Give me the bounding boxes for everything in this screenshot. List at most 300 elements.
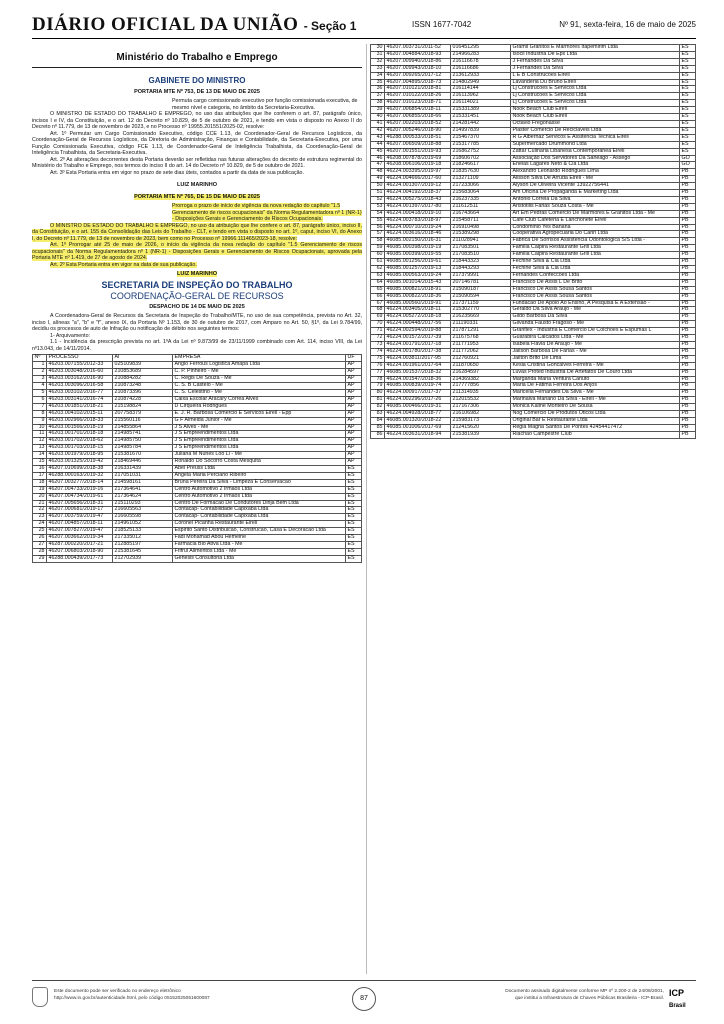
row-processo: 46207.004734/2019-61	[47, 493, 113, 500]
row-empresa: Anglo Ferrous Logistica Amapa Ltda	[173, 362, 346, 369]
row-ai: 217083501	[451, 245, 511, 252]
row-ai: 210884282	[113, 376, 173, 383]
row-ai: 025109839	[113, 362, 173, 369]
row-ai: 214985741	[113, 431, 173, 438]
row-empresa: Contacap- Contabilidade Capixaba Ltda	[173, 507, 346, 514]
row-processo: 46203.007155/2012-33	[47, 362, 113, 369]
row-uf: ES	[346, 535, 362, 542]
row-uf: PB	[680, 397, 696, 404]
page-footer	[32, 980, 696, 1021]
row-number: 42	[371, 127, 385, 134]
row-processo: 46207.005656/2018-31	[47, 500, 113, 507]
row-uf: ES	[680, 58, 696, 65]
row-number: 33	[371, 65, 385, 72]
row-ai: 211771953	[451, 341, 511, 348]
row-number: 65	[371, 286, 385, 293]
row-uf: PB	[680, 328, 696, 335]
row-processo: 46288.000163/2019-32	[47, 472, 113, 479]
row-ai: 218469446	[113, 459, 173, 466]
row-empresa: Marinalva Mariano Da Silva - Eireli - Me	[511, 397, 680, 404]
row-empresa: Nog Comercio De Produtos Oticos Ltda	[511, 411, 680, 418]
row-processo: 46207.001551/2019-93	[385, 148, 451, 155]
row-processo: 46224.003783/2018-97	[385, 217, 451, 224]
row-ai: 215381939	[451, 431, 511, 438]
table-row	[371, 72, 696, 79]
row-uf: PB	[680, 431, 696, 438]
signature-1: LUIZ MARINHO	[176, 182, 218, 189]
row-processo: 46207.010699/2018-38	[47, 465, 113, 472]
row-uf: AP	[346, 410, 362, 417]
row-uf: PB	[680, 293, 696, 300]
portaria-765-preamble: O MINISTRO DE ESTADO DO TRABALHO E EMPREGO, no uso da atribuição que lhe confere o art. 87, parágrafo único, inciso II, da Constituição, e o art. 155 da Consolidação das Leis do Trabalho - CLT, e tendo em vista o disposto no art. 1º, caput, inciso VI, do Anexo I, do Decreto nº 11.779, de 13 de novembro de 2023, bem como no Processo nº 19966.111465/2023-18, resolve:	[32, 222, 362, 242]
row-uf: PB	[680, 355, 696, 362]
row-processo: 46207.003731/2011-52	[385, 45, 451, 52]
row-ai: 216237335	[451, 196, 511, 203]
row-empresa: Original Bar E Restaurante Ltda	[511, 417, 680, 424]
row-ai: 217371159	[451, 300, 511, 307]
row-uf: AP	[346, 417, 362, 424]
row-processo: 46203.003162/2016-90	[47, 376, 113, 383]
row-ai: 213271109	[451, 176, 511, 183]
row-uf: ES	[680, 120, 696, 127]
icp-brasil-logo-icon	[668, 985, 696, 1011]
row-processo: 46224.004666/2017-60	[385, 176, 451, 183]
row-uf: ES	[680, 148, 696, 155]
row-number: 13	[33, 445, 47, 452]
row-empresa: Juliana M Nunes Loo Li - Me	[173, 452, 346, 459]
row-number: 23	[33, 514, 47, 521]
row-ai: 212702939	[113, 555, 173, 562]
row-processo: 46207.009943/2018-10	[385, 65, 451, 72]
table-row	[371, 293, 696, 300]
row-processo: 46207.003662/2019-34	[47, 535, 113, 542]
row-processo: 46203.003096/2016-58	[47, 383, 113, 390]
row-uf: ES	[680, 134, 696, 141]
row-processo: 46207.010121/2018-81	[385, 86, 451, 93]
row-ai: 218357630	[451, 169, 511, 176]
row-number: 14	[33, 452, 47, 459]
row-number: 35	[371, 79, 385, 86]
verification-line-1: Este documento pode ser verificado no endereço eletrônico	[54, 989, 181, 994]
row-empresa: Fechine Silva & Cia Ltda	[511, 259, 680, 266]
row-empresa: Fernandes Confeccoes Ltda	[511, 272, 680, 279]
row-ai: 217083510	[451, 252, 511, 259]
row-number: 49	[371, 176, 385, 183]
row-empresa: J S Empreendimentos Ltda	[173, 438, 346, 445]
row-number: 84	[371, 417, 385, 424]
row-number: 28	[33, 548, 47, 555]
row-ai: 214369382	[451, 376, 511, 383]
row-uf: AP	[346, 383, 362, 390]
row-processo: 46224.001547/2018-36	[385, 376, 451, 383]
row-ai: 210874228	[113, 396, 173, 403]
row-ai: 215302770	[451, 307, 511, 314]
row-ai: 216605563	[113, 507, 173, 514]
row-ai: 216106982	[451, 411, 511, 418]
row-empresa: Gildo Barbosa Da Silva	[511, 314, 680, 321]
row-empresa: Aristotilis Farias Souza Costa - Me	[511, 203, 680, 210]
row-processo: 46224.003395/2019-97	[385, 169, 451, 176]
row-empresa: Genesis Consultoria Ltda	[173, 555, 346, 562]
row-uf: PB	[680, 238, 696, 245]
row-number: 3	[33, 376, 47, 383]
row-processo: 46207.006803/2018-90	[47, 548, 113, 555]
row-uf: ES	[680, 86, 696, 93]
row-number: 47	[371, 162, 385, 169]
row-processo: 46207.009265/2017-12	[385, 72, 451, 79]
row-number: 69	[371, 314, 385, 321]
row-ai: 211028941	[451, 238, 511, 245]
row-number: 36	[371, 86, 385, 93]
row-ai: 212760921	[451, 355, 511, 362]
row-uf: ES	[346, 555, 362, 562]
row-ai: 210873248	[113, 383, 173, 390]
row-uf: AP	[346, 396, 362, 403]
row-ai: 216862752	[451, 148, 511, 155]
row-ai: 211870650	[451, 362, 511, 369]
row-uf: PB	[680, 210, 696, 217]
column-divider	[366, 44, 367, 974]
row-number: 59	[371, 245, 385, 252]
row-ai: 216114021	[451, 100, 511, 107]
table-row	[371, 431, 696, 438]
row-number: 68	[371, 307, 385, 314]
row-uf: PB	[680, 279, 696, 286]
row-uf: PB	[680, 307, 696, 314]
row-ai: 215331451	[451, 114, 511, 121]
journal-name: DIÁRIO OFICIAL DA UNIÃO	[32, 14, 299, 35]
right-column	[370, 44, 696, 974]
row-ai: 216910498	[451, 224, 511, 231]
row-ai: 207146781	[451, 279, 511, 286]
row-processo: 46203.001703/2018-15	[47, 445, 113, 452]
row-ai: 216331439	[113, 465, 173, 472]
row-uf: PB	[680, 183, 696, 190]
row-number: 71	[371, 328, 385, 335]
row-ai: 214985784	[113, 445, 173, 452]
svg-text:ICP: ICP	[669, 988, 685, 998]
table-row	[33, 417, 362, 424]
row-number: 62	[371, 266, 385, 273]
row-uf: ES	[680, 65, 696, 72]
row-processo: 46203.003141/2016-74	[47, 396, 113, 403]
row-uf: ES	[346, 500, 362, 507]
row-processo: 46224.001961/2017-64	[385, 362, 451, 369]
row-number: 2	[33, 369, 47, 376]
row-ai: 216605598	[113, 514, 173, 521]
row-processo: 46085.000466/2019-31	[385, 404, 451, 411]
row-number: 31	[371, 51, 385, 58]
row-number: 70	[371, 321, 385, 328]
despacho-preamble: A Coordenadora-Geral de Recursos da Secretaria de Inspeção do Trabalho/MTE, no uso de sua competência, prevista no Art. 32, inciso I, alíneas "a", "b" e "f", anexo IX, da Portaria Nº 1.153, de 30 de outubro de 2017, com Amparo no Art. 50, §1º, da Lei 9.784/99, decidiu os processos de auto de Infração ou notificação de débito nos seguintes termos:	[32, 313, 362, 333]
row-uf: PB	[680, 169, 696, 176]
row-ai: 214855864	[113, 424, 173, 431]
row-number: 32	[371, 58, 385, 65]
row-ai: 215198824	[113, 403, 173, 410]
row-empresa: Lj Construcoes E Servicos Ltda	[511, 93, 680, 100]
row-number: 67	[371, 300, 385, 307]
issn: ISSN 1677-7042	[412, 20, 472, 29]
row-empresa: Lavanderia Du Bruno Eireli	[511, 79, 680, 86]
row-uf: PB	[680, 245, 696, 252]
row-number: 21	[33, 500, 47, 507]
coat-of-arms-icon	[32, 987, 48, 1007]
portaria-753-art3: Art. 3º Esta Portaria entra em vigor no prazo de sete dias úteis, contados a partir da data de sua publicação.	[50, 169, 304, 176]
row-uf: ES	[680, 141, 696, 148]
row-ai: 217777856	[451, 383, 511, 390]
row-ai: 214961052	[113, 521, 173, 528]
row-uf: PB	[680, 314, 696, 321]
section-label: - Seção 1	[303, 19, 357, 33]
row-processo: 46203.001979/2018-95	[47, 452, 113, 459]
row-empresa: Centro Automotivo 2 Irmaos Ltda	[173, 486, 346, 493]
row-uf: ES	[346, 541, 362, 548]
row-empresa: J Fernandes Da Silva	[511, 65, 680, 72]
row-number: 20	[33, 493, 47, 500]
row-number: 82	[371, 404, 385, 411]
row-uf: PB	[680, 341, 696, 348]
row-number: 51	[371, 190, 385, 197]
row-ai: 207758379	[113, 410, 173, 417]
row-empresa: Lj Construcoes E Servicos Ltda	[511, 86, 680, 93]
row-processo: 46085.001257/2019-13	[385, 266, 451, 273]
portaria-753-title: PORTARIA MTE Nº 753, DE 13 DE MAIO DE 2025	[134, 89, 260, 95]
row-uf: PB	[680, 231, 696, 238]
row-empresa: R G Albernaz Servicos E Assitencia Tecnica Eireli	[511, 134, 680, 141]
row-processo: 46207.004857/2018-11	[47, 521, 113, 528]
row-uf: PB	[680, 266, 696, 273]
page-number: 87	[352, 987, 376, 1011]
row-number: 18	[33, 479, 47, 486]
row-ai: 215331389	[451, 107, 511, 114]
row-empresa: Kesia Cristina Goncalves Ferreira - Me	[511, 362, 680, 369]
row-uf: ES	[346, 465, 362, 472]
row-empresa: Condominio Yes Banana	[511, 224, 680, 231]
row-empresa: Plaster Comercio De Reciclaveis Ltda	[511, 127, 680, 134]
row-empresa: Art Em Pedras Comercio De Marmores E Granitos Ltda - Me	[511, 210, 680, 217]
row-processo: 46207.005246/2018-90	[385, 127, 451, 134]
row-number: 46	[371, 155, 385, 162]
row-processo: 46207.009940/2018-86	[385, 58, 451, 65]
row-uf: AP	[346, 376, 362, 383]
left-column	[32, 44, 362, 974]
row-empresa: Angela Maria Perciano Ribeiro	[173, 472, 346, 479]
row-empresa: Gilvanda Fausto Fragoso - Me	[511, 321, 680, 328]
despacho-item1-1: 1.1 - Incidência da prescrição prevista no art. 1ºA da Lei nº 9.873/99 de 23/11/1999 combinado com Art. 114, inciso VIII, da Lei nº13.043, de 14/11/2014.	[32, 339, 362, 352]
row-empresa: J S Alves - Me	[173, 424, 346, 431]
row-number: 39	[371, 107, 385, 114]
row-ai: 215381670	[113, 452, 173, 459]
row-ai: 218606702	[451, 155, 511, 162]
header-no: Nº	[33, 355, 47, 362]
row-empresa: Francisco De Assis L De Brito	[511, 279, 680, 286]
row-number: 44	[371, 141, 385, 148]
row-ai: 217051031	[113, 472, 173, 479]
row-processo: 46207.004733/2019-16	[47, 486, 113, 493]
row-empresa: Riachao Campestre Club	[511, 431, 680, 438]
row-processo: 46207.010122/2018-26	[385, 93, 451, 100]
row-uf: ES	[346, 521, 362, 528]
verification-note	[54, 989, 210, 1002]
row-uf: PB	[680, 424, 696, 431]
row-uf: ES	[680, 127, 696, 134]
row-number: 56	[371, 224, 385, 231]
row-empresa: Maria De Fátima Ferreira Dos Anjos	[511, 383, 680, 390]
row-ai: 215467370	[451, 134, 511, 141]
row-ai: 215381645	[113, 548, 173, 555]
portaria-753-art2: Art. 2º As alterações decorrentes desta Portaria deverão ser refletidas nas futuras alterações do decreto de estrutura regimental do Ministério do Trabalho e Emprego, nos termos do inciso II do art. 14 do Decreto nº 10.829, de 5 de outubro de 2021.	[32, 156, 362, 170]
row-uf: ES	[680, 45, 696, 52]
row-processo: 46224.003405/2018-11	[385, 307, 451, 314]
row-processo: 46224.000710/2019-24	[385, 224, 451, 231]
row-number: 5	[33, 390, 47, 397]
row-ai: 216284597	[451, 369, 511, 376]
row-ai: 217167306	[451, 404, 511, 411]
row-uf: AP	[346, 369, 362, 376]
row-uf: ES	[346, 493, 362, 500]
row-ai: 215110293	[113, 500, 173, 507]
row-empresa: Coronel Picanha Restaurante Eireli	[173, 521, 346, 528]
row-empresa: J S Empreendimentos Ltda	[173, 431, 346, 438]
row-processo: 46224.003631/2018-94	[385, 431, 451, 438]
row-ai: 215458711	[451, 217, 511, 224]
row-uf: PB	[680, 404, 696, 411]
row-processo: 46085.000560/2019-91	[385, 300, 451, 307]
row-uf: PB	[680, 190, 696, 197]
row-number: 19	[33, 486, 47, 493]
row-empresa: C. P. Pinheiro - Me	[173, 369, 346, 376]
row-empresa: Maricelia Fernandes Da Silva - Me	[511, 390, 680, 397]
row-empresa: Nook Beach Club Eireli	[511, 114, 680, 121]
row-number: 52	[371, 196, 385, 203]
row-empresa: Jailton Brito De Lima	[511, 355, 680, 362]
row-number: 27	[33, 541, 47, 548]
row-processo: 46203.001566/2018-19	[47, 424, 113, 431]
row-uf: PB	[680, 272, 696, 279]
row-processo: 46207.003277/2018-14	[47, 479, 113, 486]
row-uf: ES	[680, 79, 696, 86]
row-processo: 46203.001325/2019-42	[47, 459, 113, 466]
row-ai: 217364624	[113, 493, 173, 500]
row-uf: AP	[346, 403, 362, 410]
row-number: 74	[371, 348, 385, 355]
row-number: 7	[33, 403, 47, 410]
row-uf: AP	[346, 438, 362, 445]
row-ai: 016451295	[451, 45, 511, 52]
row-processo: 46208.007878/2019-69	[385, 155, 451, 162]
row-empresa: Francisco De Assis Sousa Santos	[511, 293, 680, 300]
row-ai: 211772062	[451, 348, 511, 355]
journal-title	[32, 14, 356, 36]
row-uf: ES	[346, 486, 362, 493]
table-row	[371, 369, 696, 376]
row-processo: 46085.000399/2019-55	[385, 252, 451, 259]
row-number: 41	[371, 120, 385, 127]
row-processo: 46224.003616/2018-46	[385, 231, 451, 238]
table-row	[371, 148, 696, 155]
row-empresa: J S Empreendimentos Ltda	[173, 445, 346, 452]
row-processo: 46224.004928/2018-77	[385, 411, 451, 418]
row-empresa: Cafe Club Cafeteria E Lanchonete Eireli	[511, 217, 680, 224]
verification-line-2: http://www.in.gov.br/autenticidade.html, pelo código 05152025051600087	[54, 995, 210, 1001]
row-uf: ES	[346, 548, 362, 555]
row-ai: 216114144	[451, 86, 511, 93]
row-number: 10	[33, 424, 47, 431]
row-number: 83	[371, 411, 385, 418]
despacho-item1: 1- Arquivamento:	[50, 332, 91, 339]
row-empresa: Associação Dos Servidores Da Saneago - Assego	[511, 155, 680, 162]
row-processo: 46207.007827/2019-47	[47, 528, 113, 535]
row-processo: 46203.001701/2018-18	[47, 431, 113, 438]
header-uf: UF	[346, 355, 362, 362]
row-number: 6	[33, 396, 47, 403]
row-uf: ES	[680, 107, 696, 114]
row-processo: 46203.004102/2015-11	[47, 410, 113, 417]
row-uf: PB	[680, 348, 696, 355]
row-number: 45	[371, 148, 385, 155]
row-uf: PB	[680, 390, 696, 397]
row-empresa: Francisco De Assis Sousa Santos	[511, 286, 680, 293]
row-processo: 46224.000418/2019-10	[385, 210, 451, 217]
row-uf: AP	[346, 459, 362, 466]
row-uf: PB	[680, 259, 696, 266]
row-processo: 46085.000839/2019-74	[385, 383, 451, 390]
row-ai: 216743664	[451, 210, 511, 217]
row-uf: PB	[680, 217, 696, 224]
row-empresa: Gramil Granitos E Marmores Itapemirim Ltda	[511, 45, 680, 52]
row-uf: ES	[680, 93, 696, 100]
row-number: 60	[371, 252, 385, 259]
row-uf: GO	[680, 162, 696, 169]
row-number: 58	[371, 238, 385, 245]
row-number: 1	[33, 362, 47, 369]
row-number: 86	[371, 431, 385, 438]
row-uf: GO	[680, 155, 696, 162]
row-number: 53	[371, 203, 385, 210]
row-processo: 46203.003048/2016-60	[47, 369, 113, 376]
row-number: 63	[371, 272, 385, 279]
row-empresa: Alisson Silva De Arruda Eireli - Me	[511, 176, 680, 183]
row-number: 66	[371, 293, 385, 300]
table-body	[371, 45, 696, 439]
portaria-765-art1: Art. 1º Prorrogar até 25 de maio de 2026, o início da vigência da nova redação do capítulo "1.5 Gerenciamento de riscos ocupacionais" da Norma Regulamentadora nº 1 (NR-1) - Disposições Gerais e Gerenciamento de Riscos Ocupacionais, aprovada pela Portaria MTE nº 1.419, de 27 de agosto de 2024.	[32, 242, 362, 262]
row-number: 30	[371, 45, 385, 52]
row-processo: 46224.001791/2017-18	[385, 341, 451, 348]
row-uf: AP	[346, 452, 362, 459]
row-empresa: Familia Caipira Restaurante Grill Ltda	[511, 245, 680, 252]
row-empresa: Eneias Lagares Neto & Cia Ltda	[511, 162, 680, 169]
row-ai: 210873396	[113, 390, 173, 397]
row-processo: 46207.006854/2018-11	[385, 107, 451, 114]
row-empresa: Fadi Mohamad Abou Hemeine	[173, 535, 346, 542]
row-empresa: Frifrul Alimentos Ltda - Me	[173, 548, 346, 555]
row-ai: 215560116	[113, 417, 173, 424]
row-uf: PB	[680, 224, 696, 231]
row-empresa: Nook Beach Club Eireli	[511, 107, 680, 114]
row-processo: 46224.002594/2019-88	[385, 328, 451, 335]
row-processo: 46085.001537/2018-32	[385, 369, 451, 376]
row-ai: 212015532	[451, 397, 511, 404]
row-uf: ES	[680, 51, 696, 58]
row-uf: PB	[680, 417, 696, 424]
despacho-title: DESPACHO DE 14 DE MAIO DE 2025	[149, 304, 245, 311]
table-row	[33, 555, 362, 562]
row-ai: 215683064	[451, 190, 511, 197]
row-uf: PB	[680, 321, 696, 328]
row-empresa: C. S. B Castelo - Me	[173, 383, 346, 390]
row-processo: 46224.001397/2017-80	[385, 203, 451, 210]
secretaria-heading: SECRETARIA DE INSPEÇÃO DO TRABALHO	[101, 280, 293, 291]
